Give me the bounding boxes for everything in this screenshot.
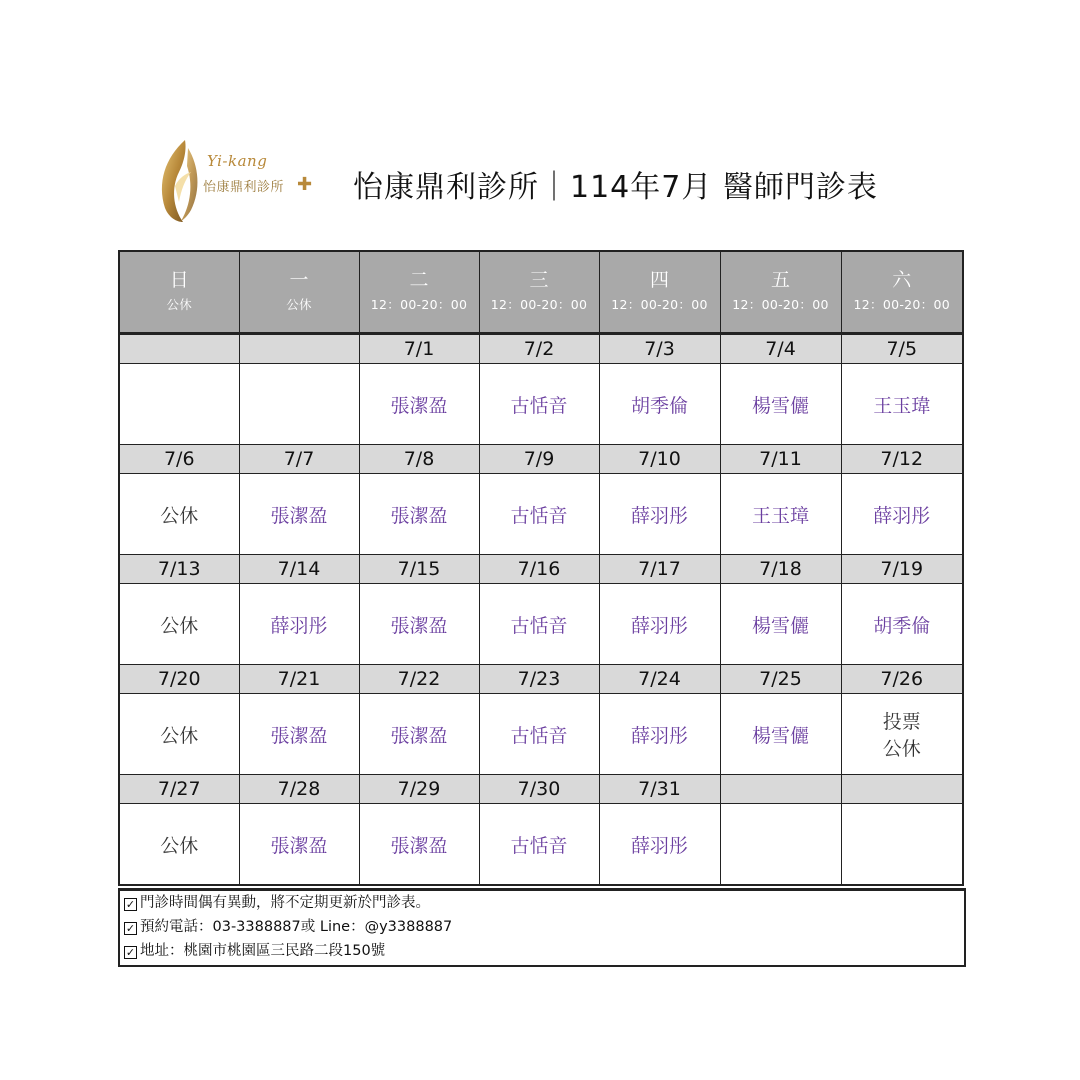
date-cell: 7/19 <box>841 555 963 584</box>
doctor-cell <box>479 694 599 775</box>
note-item <box>124 891 964 915</box>
date-cell: 7/14 <box>239 555 359 584</box>
doctor-cell <box>239 694 359 775</box>
weekday-header-cell <box>239 251 359 334</box>
doctor-cell <box>599 804 720 886</box>
checkbox-icon: ✓ <box>125 922 136 935</box>
doctor-name: 張潔盈 <box>390 614 448 637</box>
weekday-name: 日 <box>169 269 189 291</box>
date-cell: 7/21 <box>239 665 359 694</box>
doctor-cell <box>841 804 963 886</box>
doctor-cell <box>359 584 479 665</box>
doctor-cell <box>119 694 239 775</box>
date-cell: 7/17 <box>599 555 720 584</box>
date-row <box>119 445 963 474</box>
doctor-cell <box>720 584 841 665</box>
date-cell <box>841 775 963 804</box>
doctor-name: 張潔盈 <box>390 504 448 527</box>
note-text: 門診時間偶有異動，將不定期更新於門診表。 <box>140 895 430 911</box>
doctor-cell <box>841 364 963 445</box>
logo-english: Yi-kang <box>207 152 268 170</box>
weekday-hours: 12：00-20：00 <box>490 297 588 312</box>
doctor-name: 張潔盈 <box>390 394 448 417</box>
date-row <box>119 775 963 804</box>
note-item <box>124 915 964 939</box>
doctor-name: 張潔盈 <box>270 504 328 527</box>
doctor-cell <box>720 804 841 886</box>
date-cell: 7/18 <box>720 555 841 584</box>
date-cell: 7/27 <box>119 775 239 804</box>
doctor-cell <box>239 474 359 555</box>
doctor-name: 張潔盈 <box>390 834 448 857</box>
doctor-cell <box>599 584 720 665</box>
doctor-name: 薛羽彤 <box>873 504 931 527</box>
weekday-hours: 12：00-20：00 <box>853 297 950 312</box>
weekday-hours: 12：00-20：00 <box>370 297 468 312</box>
weekday-header-cell <box>720 251 841 334</box>
clinic-logo <box>155 138 320 224</box>
doctor-cell <box>119 474 239 555</box>
doctor-name: 古恬音 <box>510 614 568 637</box>
doctor-name: 薛羽彤 <box>630 504 688 527</box>
doctor-name: 胡季倫 <box>873 614 931 637</box>
doctor-name: 古恬音 <box>510 504 568 527</box>
clinic-header <box>155 138 935 228</box>
date-cell: 7/16 <box>479 555 599 584</box>
note-text: 預約電話：03-3388887或 Line：@y3388887 <box>140 919 453 935</box>
weekday-header-cell <box>119 251 239 334</box>
date-cell: 7/13 <box>119 555 239 584</box>
date-cell <box>720 775 841 804</box>
doctor-name: 張潔盈 <box>270 724 328 747</box>
date-cell: 7/30 <box>479 775 599 804</box>
date-cell: 7/15 <box>359 555 479 584</box>
date-cell <box>239 334 359 364</box>
checkbox-icon: ✓ <box>125 946 136 959</box>
doctor-cell <box>841 584 963 665</box>
doctor-cell <box>599 694 720 775</box>
doctor-name: 胡季倫 <box>630 394 688 417</box>
doctor-cell <box>239 804 359 886</box>
note-item <box>124 939 964 963</box>
date-cell: 7/6 <box>119 445 239 474</box>
date-cell: 7/2 <box>479 334 599 364</box>
date-cell: 7/4 <box>720 334 841 364</box>
notes-section <box>118 888 966 967</box>
date-cell: 7/8 <box>359 445 479 474</box>
note-text: 地址：桃園市桃園區三民路二段150號 <box>140 943 386 959</box>
date-row <box>119 665 963 694</box>
date-cell <box>119 334 239 364</box>
weekday-name: 一 <box>289 269 309 291</box>
doctor-cell <box>720 364 841 445</box>
doctor-name: 公休 <box>160 504 199 527</box>
weekday-header-row <box>119 251 963 334</box>
doctor-name: 王玉瑋 <box>873 394 931 417</box>
date-cell: 7/7 <box>239 445 359 474</box>
doctor-cell <box>119 584 239 665</box>
weekday-name: 三 <box>529 269 549 291</box>
checkbox-icon: ✓ <box>125 898 136 911</box>
weekday-hours: 公休 <box>286 297 312 312</box>
doctor-name: 張潔盈 <box>390 724 448 747</box>
doctor-row <box>119 804 963 886</box>
doctor-name: 投票 公休 <box>882 711 921 760</box>
doctor-row <box>119 584 963 665</box>
date-cell: 7/5 <box>841 334 963 364</box>
doctor-cell <box>841 694 963 775</box>
doctor-name: 公休 <box>160 724 199 747</box>
doctor-name: 古恬音 <box>510 394 568 417</box>
doctor-cell <box>599 474 720 555</box>
doctor-name: 薛羽彤 <box>630 614 688 637</box>
doctor-name: 古恬音 <box>510 834 568 857</box>
clinic-schedule-table <box>118 250 964 886</box>
date-cell: 7/26 <box>841 665 963 694</box>
doctor-cell <box>479 474 599 555</box>
date-cell: 7/9 <box>479 445 599 474</box>
date-cell: 7/28 <box>239 775 359 804</box>
doctor-cell <box>359 474 479 555</box>
date-cell: 7/22 <box>359 665 479 694</box>
doctor-name: 楊雪儷 <box>751 724 809 747</box>
weekday-header-cell <box>599 251 720 334</box>
weekday-header-cell <box>841 251 963 334</box>
doctor-cell <box>720 694 841 775</box>
doctor-name: 薛羽彤 <box>630 834 688 857</box>
doctor-cell <box>479 804 599 886</box>
doctor-cell <box>119 804 239 886</box>
doctor-cell <box>359 364 479 445</box>
weekday-hours: 公休 <box>166 297 193 312</box>
date-cell: 7/11 <box>720 445 841 474</box>
doctor-name: 薛羽彤 <box>630 724 688 747</box>
doctor-cell <box>599 364 720 445</box>
doctor-name: 薛羽彤 <box>270 614 328 637</box>
doctor-row <box>119 694 963 775</box>
date-cell: 7/10 <box>599 445 720 474</box>
date-cell: 7/29 <box>359 775 479 804</box>
weekday-header-cell <box>479 251 599 334</box>
doctor-name: 張潔盈 <box>270 834 328 857</box>
weekday-header-cell <box>359 251 479 334</box>
medical-cross-icon: ✚ <box>297 174 313 195</box>
doctor-name: 古恬音 <box>510 724 568 747</box>
doctor-name: 楊雪儷 <box>751 614 809 637</box>
doctor-cell <box>119 364 239 445</box>
doctor-cell <box>239 584 359 665</box>
date-row <box>119 555 963 584</box>
date-cell: 7/31 <box>599 775 720 804</box>
date-row <box>119 334 963 364</box>
doctor-name: 公休 <box>160 614 199 637</box>
weekday-hours: 12：00-20：00 <box>611 297 708 312</box>
logo-chinese: 怡康鼎利診所 <box>203 180 285 195</box>
date-cell: 7/25 <box>720 665 841 694</box>
date-cell: 7/23 <box>479 665 599 694</box>
doctor-cell <box>479 584 599 665</box>
doctor-name: 楊雪儷 <box>751 394 809 417</box>
doctor-name: 王玉璋 <box>751 504 809 527</box>
doctor-row <box>119 474 963 555</box>
weekday-name: 六 <box>892 269 912 291</box>
date-cell: 7/20 <box>119 665 239 694</box>
weekday-hours: 12：00-20：00 <box>732 297 829 312</box>
doctor-cell <box>720 474 841 555</box>
date-cell: 7/1 <box>359 334 479 364</box>
page-title: 怡康鼎利診所｜114年7月 醫師門診表 <box>353 170 878 205</box>
doctor-cell <box>239 364 359 445</box>
date-cell: 7/3 <box>599 334 720 364</box>
weekday-name: 五 <box>770 269 790 291</box>
doctor-name: 公休 <box>160 834 199 857</box>
doctor-row <box>119 364 963 445</box>
doctor-cell <box>359 804 479 886</box>
doctor-cell <box>359 694 479 775</box>
date-cell: 7/24 <box>599 665 720 694</box>
date-cell: 7/12 <box>841 445 963 474</box>
weekday-name: 二 <box>409 269 429 291</box>
weekday-name: 四 <box>649 269 669 291</box>
doctor-cell <box>479 364 599 445</box>
leaf-logo-icon <box>155 138 205 224</box>
doctor-cell <box>841 474 963 555</box>
